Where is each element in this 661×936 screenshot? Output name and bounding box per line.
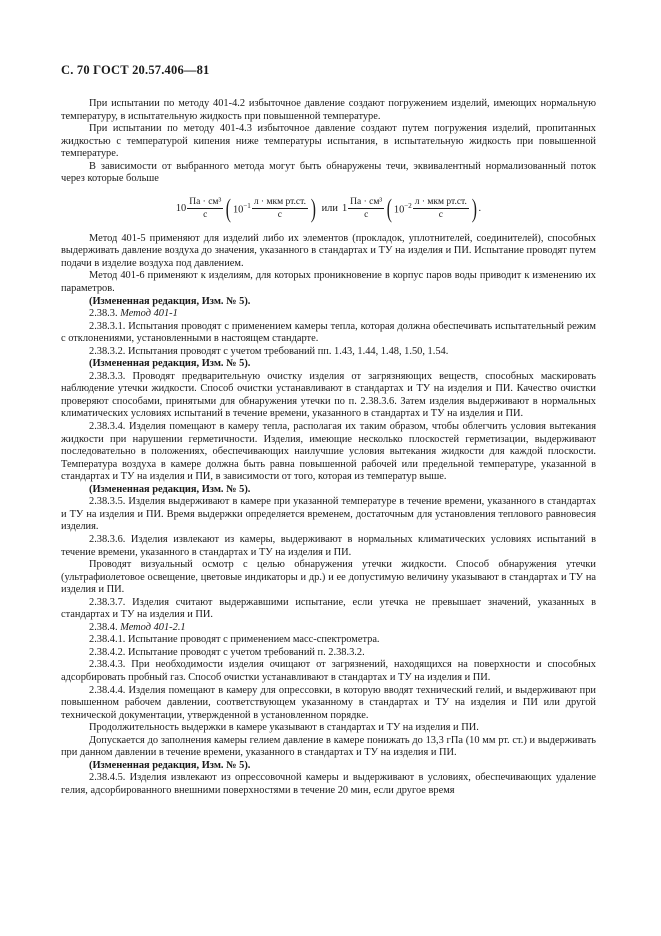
amendment-note: (Измененная редакция, Изм. № 5). [89, 295, 251, 307]
formula-fraction [252, 196, 308, 221]
paragraph: Метод 401-6 применяют к изделиям, для которых проникновение в корпус паров воды приводит к изменению их параметров. [61, 270, 596, 295]
clause: 2.38.4.1. Испытание проводят с применением масс-спектрометра. [89, 634, 380, 646]
formula-numerator: л · мкм рт.ст. [253, 197, 306, 208]
clause: 2.38.3.1. Испытания проводят с применением камеры тепла, которая должна обеспечивать испытательный режим с отклонениями, установленными в настоящем стандарте. [61, 320, 596, 345]
clause: 2.38.3.4. Изделия помещают в камеру тепла, располагая их таким образом, чтобы облегчить условия вытекания жидкости при нарушении герметичности. Изделия, имеющие несколько плоскостей герметизации, выдерживают последовательно в положениях, обеспечивающих наилучшие условия вытекания жидкости для каждой плоскости. Температура воздуха в камере должна быть равна повышенной рабочей или предельной температуре, указанной в стандартах и ТУ на изделия и ПИ, в зависимости от того, которая из температур выше. [61, 421, 596, 483]
formula-denominator: с [277, 210, 282, 221]
clause: 2.38.3.2. Испытания проводят с учетом требований пп. 1.43, 1.44, 1.48, 1.50, 1.54. [89, 345, 449, 357]
amendment-note: (Измененная редакция, Изм. № 5). [89, 358, 251, 370]
clause: 2.38.3.3. Проводят предварительную очистку изделия от загрязняющих веществ, способных маскировать наблюдение утечки жидкости. Способ очистки устанавливают в стандартах и ТУ на изделия и ПИ. Качество очистки проверяют способами, принятыми для обнаружения утечки по п. 2.38.3.6. Затем изделия выдерживают в нормальных климатических условиях испытаний в течение времени, указанного в стандартах и ТУ на изделия и ПИ. [61, 370, 596, 420]
formula-paren-close: ) [310, 193, 316, 223]
formula-numerator: Па · см³ [189, 197, 222, 208]
formula-paren-open: ( [386, 193, 393, 223]
formula-denominator: с [438, 210, 443, 221]
section-heading: 2.38.4. Метод 401-2.1 [89, 621, 186, 633]
formula-power: $10^{-1}$ [232, 202, 251, 216]
formula-fraction [413, 196, 469, 221]
formula-paren-open: ( [226, 193, 232, 223]
paragraph: Продолжительность выдержки в камере указывают в стандартах и ТУ на изделия и ПИ. [89, 722, 479, 734]
formula-paren-close: ) [471, 193, 477, 223]
paragraph: Метод 401-5 применяют для изделий либо их элементов (прокладок, уплотнителей, соединителей), способных выдерживать давление воздуха до значения, указанного в стандартах и ТУ на изделия и ПИ. Испытание проводят путем подачи в изделие воздуха под давлением. [61, 232, 596, 269]
formula-numerator: Па · см³ [350, 197, 383, 208]
clause: 2.38.3.6. Изделия извлекают из камеры, выдерживают в нормальных климатических условиях испытаний в течение времени, указанного в стандартах и ТУ на изделия и ПИ. [61, 533, 596, 558]
clause: 2.38.4.3. При необходимости изделия очищают от загрязнений, находящихся на поверхности и способных адсорбировать пробный газ. Способ очистки устанавливают в стандартах и ТУ на изделия и ПИ. [61, 659, 596, 683]
formula-denominator: с [203, 210, 208, 221]
formula-denominator: с [364, 210, 369, 221]
formula-end: . [478, 202, 482, 214]
clause: 2.38.4.4. Изделия помещают в камеру для опрессовки, в которую вводят технический гелий, и выдерживают при повышенном рабочем давлении, соответствующем указанному в стандартах и ТУ на изделия и ПИ или другой технической документации, утвержденной в установленном порядке. [61, 684, 596, 721]
document-body [61, 98, 596, 797]
clause: 2.38.3.7. Изделия считают выдержавшими испытание, если утечка не превышает значений, указанных в стандартах и ТУ на изделия и ПИ. [61, 596, 596, 621]
leak-rate-formula [61, 187, 596, 231]
amendment-note: (Измененная редакция, Изм. № 5). [89, 759, 251, 771]
formula-fraction [187, 196, 223, 221]
clause: 2.38.3.5. Изделия выдерживают в камере при указанной температуре в течение времени, указанного в стандартах и ТУ на изделия и ПИ. Время выдержки определяется временем, достаточным для установления теплового равновесия изделия. [61, 496, 596, 533]
paragraph: Проводят визуальный осмотр с целью обнаружения утечки жидкости. Способ обнаружения утечки (ультрафиолетовое освещение, цветовые индикаторы и др.) и ее допустимую величину указывают в стандартах и ТУ на изделия и ПИ. [61, 559, 596, 596]
formula-power: $10^{-2}$ [393, 202, 412, 216]
formula-fraction [348, 196, 384, 221]
formula-numerator: л · мкм рт.ст. [414, 197, 467, 208]
paragraph: При испытании по методу 401-4.3 избыточное давление создают путем погружения изделий, пропитанных жидкостью с температурой кипения ниже температуры испытания, в испытательную жидкость при повышенной температуре. [61, 123, 596, 160]
formula-coefficient: 1 [341, 202, 348, 214]
formula-or: или [321, 202, 338, 214]
page-header: С. 70 ГОСТ 20.57.406—81 [61, 63, 210, 77]
clause: 2.38.4.5. Изделия извлекают из опрессовочной камеры и выдерживают в условиях, обеспечивающих удаление гелия, адсорбированного внешними поверхностями в течение 20 мин, если другое время [61, 772, 596, 796]
paragraph: В зависимости от выбранного метода могут быть обнаружены течи, эквивалентный нормализованный поток через которые больше [61, 160, 596, 185]
paragraph: При испытании по методу 401-4.2 избыточное давление создают погружением изделий, имеющих нормальную температуру, в испытательную жидкость при повышенной температуре. [61, 98, 596, 122]
paragraph: Допускается до заполнения камеры гелием давление в камере понижать до 13,3 гПа (10 мм рт. ст.) и выдерживать при данном давлении в течение времени, указанного в стандартах и ТУ на изделия и ПИ. [61, 734, 596, 759]
clause: 2.38.4.2. Испытание проводят с учетом требований п. 2.38.3.2. [89, 646, 365, 658]
formula-coefficient: 10 [175, 202, 187, 214]
amendment-note: (Измененная редакция, Изм. № 5). [89, 483, 251, 495]
section-heading: 2.38.3. Метод 401-1 [89, 308, 178, 320]
